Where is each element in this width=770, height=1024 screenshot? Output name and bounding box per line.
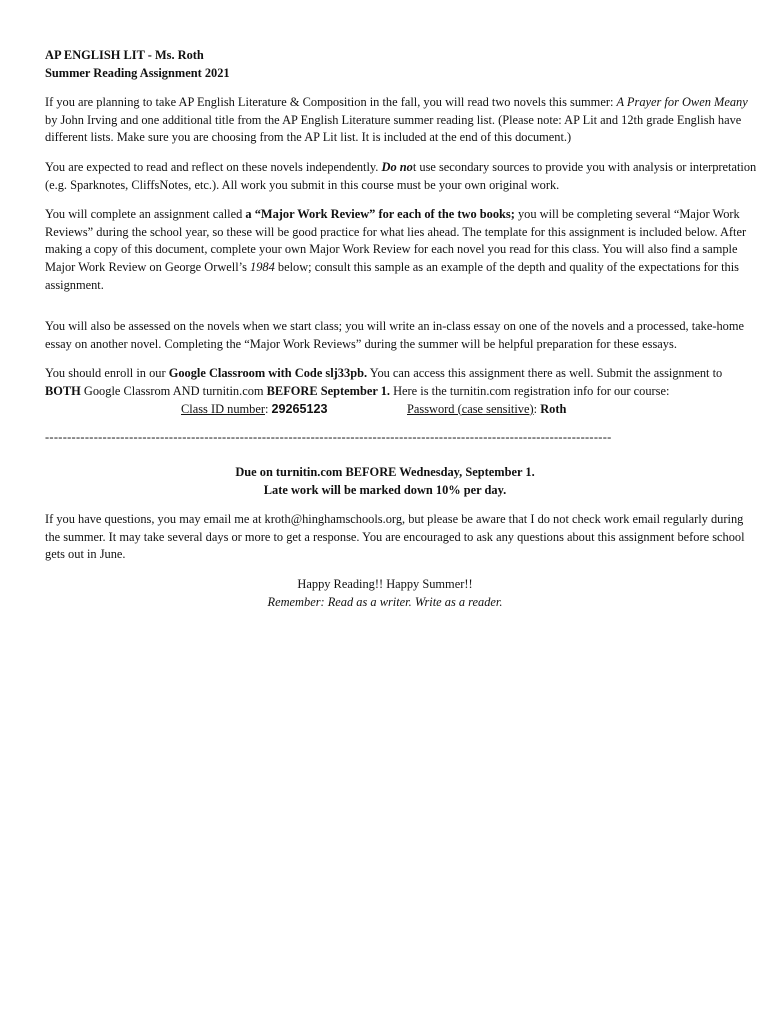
class-id-value: 29265123 <box>271 401 328 416</box>
independence-text-end: t use secondary sources to provide you with analysis or interpretation (e.g. Sparknotes, CliffsNotes, etc.). All work you submit in this course must be your own original work. <box>45 159 757 192</box>
mwr-text-middle: you will be completing several “Major Work Reviews” during the school year, so these will be good practice for what lies ahead. The template for this assignment is included below. After making a copy of this document, complete your own Major Work Review for each novel you read for this class. You will also find a sample Major Work Review on George Orwell’s <box>45 207 747 274</box>
document-page <box>45 47 761 611</box>
questions-paragraph <box>45 511 761 564</box>
book-title-1984: 1984 <box>250 259 275 274</box>
mwr-text-end: below; consult this sample as an example of the depth and quality of the expectations for this assignment. <box>45 259 739 292</box>
deadline-emphasis: BEFORE September 1. <box>266 383 391 398</box>
class-id-group: Class ID number: 29265123 <box>181 401 328 416</box>
password-value: Roth <box>540 401 567 416</box>
do-not-emphasis: Do no <box>381 159 413 174</box>
book-title-owen-meany: A Prayer for Owen Meany <box>616 95 748 110</box>
due-date-block <box>45 464 725 499</box>
due-date-line: Due on turnitin.com BEFORE Wednesday, September 1. <box>235 465 535 480</box>
mwr-bold-phrase: a “Major Work Review” for each of the two books; <box>245 207 515 222</box>
spacer <box>45 306 761 318</box>
motto-line: Remember: Read as a writer. Write as a reader. <box>267 594 503 609</box>
enroll-text-mid1: You can access this assignment there as well. Submit the assignment to <box>367 366 723 381</box>
password-label: Password (case sensitive) <box>407 401 534 416</box>
course-title: AP ENGLISH LIT - Ms. Roth <box>45 48 204 62</box>
class-id-label: Class ID number <box>181 401 265 416</box>
classroom-code: Google Classroom with Code slj33pb. <box>168 366 368 381</box>
late-policy-line: Late work will be marked down 10% per day. <box>263 482 507 497</box>
independence-text-start: You are expected to read and reflect on these novels independently. <box>45 159 382 174</box>
enroll-text-end: Here is the turnitin.com registration info for our course: <box>390 383 670 398</box>
enroll-text-start: You should enroll in our <box>45 366 169 381</box>
intro-paragraph <box>45 94 761 147</box>
questions-text: If you have questions, you may email me at kroth@hinghamschools.org, but please be aware that I do not check work email regularly during the summer. It may take several days or more to get a response. You are encouraged to ask any questions about this assignment before school gets out in June. <box>45 512 745 562</box>
both-emphasis: BOTH <box>45 383 81 398</box>
happy-reading-line: Happy Reading!! Happy Summer!! <box>297 577 473 592</box>
closing-block <box>45 576 725 611</box>
major-work-review-paragraph <box>45 206 761 294</box>
password-group: Password (case sensitive): Roth <box>407 401 567 416</box>
independence-paragraph <box>45 159 761 194</box>
intro-text-end: by John Irving and one additional title from the AP English Literature summer reading list. (Please note: AP Lit and 12th grade English have different lists. Make sure you are choosing from the AP Lit list. It is included at the end of this document.) <box>45 112 742 145</box>
enrollment-paragraph <box>45 365 761 400</box>
mwr-text-start: You will complete an assignment called <box>45 207 246 222</box>
enroll-text-mid2: Google Classrom AND turnitin.com <box>80 383 267 398</box>
divider-line: -------------------------------------------------------------------------------------------------------------------------------- <box>45 429 612 444</box>
intro-text-start: If you are planning to take AP English Literature & Composition in the fall, you will read two novels this summer: <box>45 95 617 110</box>
document-header <box>45 47 761 82</box>
registration-info <box>45 401 761 419</box>
assessment-paragraph: You will also be assessed on the novels when we start class; you will write an in-class essay on one of the novels and a processed, take-home essay on another novel. Completing the “Major Work Reviews” during the summer will be helpful preparation for these essays. <box>45 319 744 351</box>
assignment-title: Summer Reading Assignment 2021 <box>45 65 230 80</box>
